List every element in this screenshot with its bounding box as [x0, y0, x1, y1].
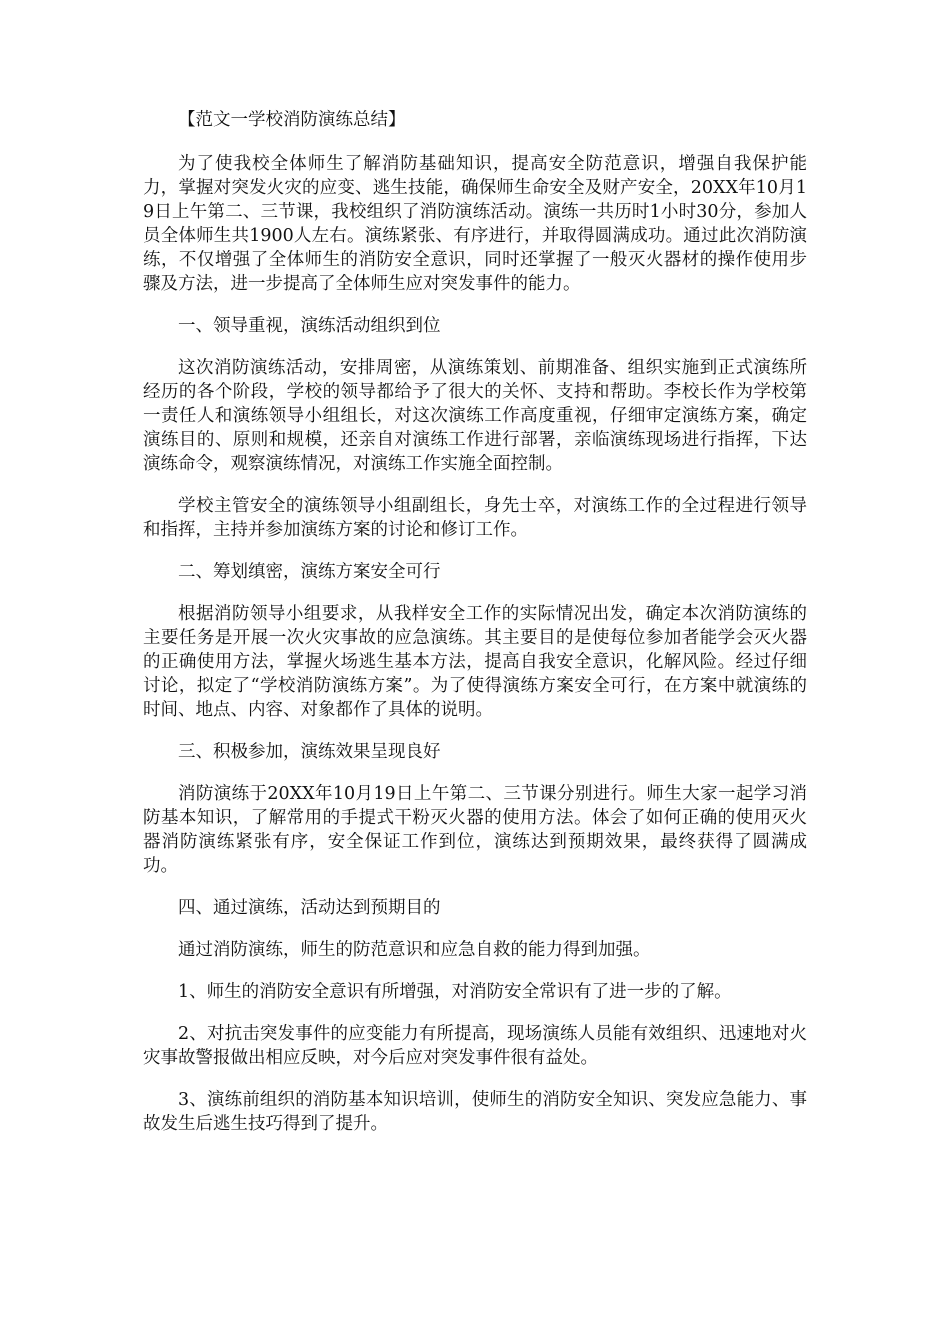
document-page — [143, 108, 807, 1154]
list-item-2: 2、对抗击突发事件的应变能力有所提高，现场演练人员能有效组织、迅速地对火灾事故警报做出相应反映，对今后应对突发事件很有益处。 — [143, 1024, 807, 1068]
list-item-3: 3、演练前组织的消防基本知识培训，使师生的消防安全知识、突发应急能力、事故发生后逃生技巧得到了提升。 — [143, 1090, 807, 1134]
section-heading-1: 一、领导重视，演练活动组织到位 — [178, 316, 441, 336]
list-item-1: 1、师生的消防安全意识有所增强，对消防安全常识有了进一步的了解。 — [178, 982, 732, 1002]
section-heading-3: 三、积极参加，演练效果呈现良好 — [178, 742, 441, 762]
section-3-paragraph: 消防演练于20XX年10月19日上午第二、三节课分别进行。师生大家一起学习消防基本知识，了解常用的手提式干粉灭火器的使用方法。体会了如何正确的使用灭火器消防演练紧张有序，安全保证工作到位，演练达到预期效果，最终获得了圆满成功。 — [143, 784, 807, 876]
section-heading-4: 四、通过演练，活动达到预期目的 — [178, 898, 441, 918]
section-2-paragraph: 根据消防领导小组要求，从我样安全工作的实际情况出发，确定本次消防演练的主要任务是开展一次火灾事故的应急演练。其主要目的是使每位参加者能学会灭火器的正确使用方法，掌握火场逃生基本方法，提高自我安全意识，化解风险。经过仔细讨论，拟定了“学校消防演练方案”。为了使得演练方案安全可行，在方案中就演练的时间、地点、内容、对象都作了具体的说明。 — [143, 604, 807, 720]
section-1-paragraph-2: 学校主管安全的演练领导小组副组长，身先士卒，对演练工作的全过程进行领导和指挥，主持并参加演练方案的讨论和修订工作。 — [143, 496, 807, 540]
document-title: 【范文一学校消防演练总结】 — [178, 110, 406, 130]
section-heading-2: 二、筹划缜密，演练方案安全可行 — [178, 562, 441, 582]
section-4-paragraph: 通过消防演练，师生的防范意识和应急自救的能力得到加强。 — [178, 940, 651, 960]
section-1-paragraph-1: 这次消防演练活动，安排周密，从演练策划、前期准备、组织实施到正式演练所经历的各个阶段，学校的领导都给予了很大的关怀、支持和帮助。李校长作为学校第一责任人和演练领导小组组长，对这次演练工作高度重视，仔细审定演练方案，确定演练目的、原则和规模，还亲自对演练工作进行部署，亲临演练现场进行指挥，下达演练命令，观察演练情况，对演练工作实施全面控制。 — [143, 358, 807, 474]
intro-paragraph: 为了使我校全体师生了解消防基础知识，提高安全防范意识，增强自我保护能力，掌握对突发火灾的应变、逃生技能，确保师生命安全及财产安全，20XX年10月19日上午第二、三节课，我校组织了消防演练活动。演练一共历时1小时30分，参加人员全体师生共1900人左右。演练紧张、有序进行，并取得圆满成功。通过此次消防演练，不仅增强了全体师生的消防安全意识，同时还掌握了一般灭火器材的操作使用步骤及方法，进一步提高了全体师生应对突发事件的能力。 — [143, 154, 807, 294]
